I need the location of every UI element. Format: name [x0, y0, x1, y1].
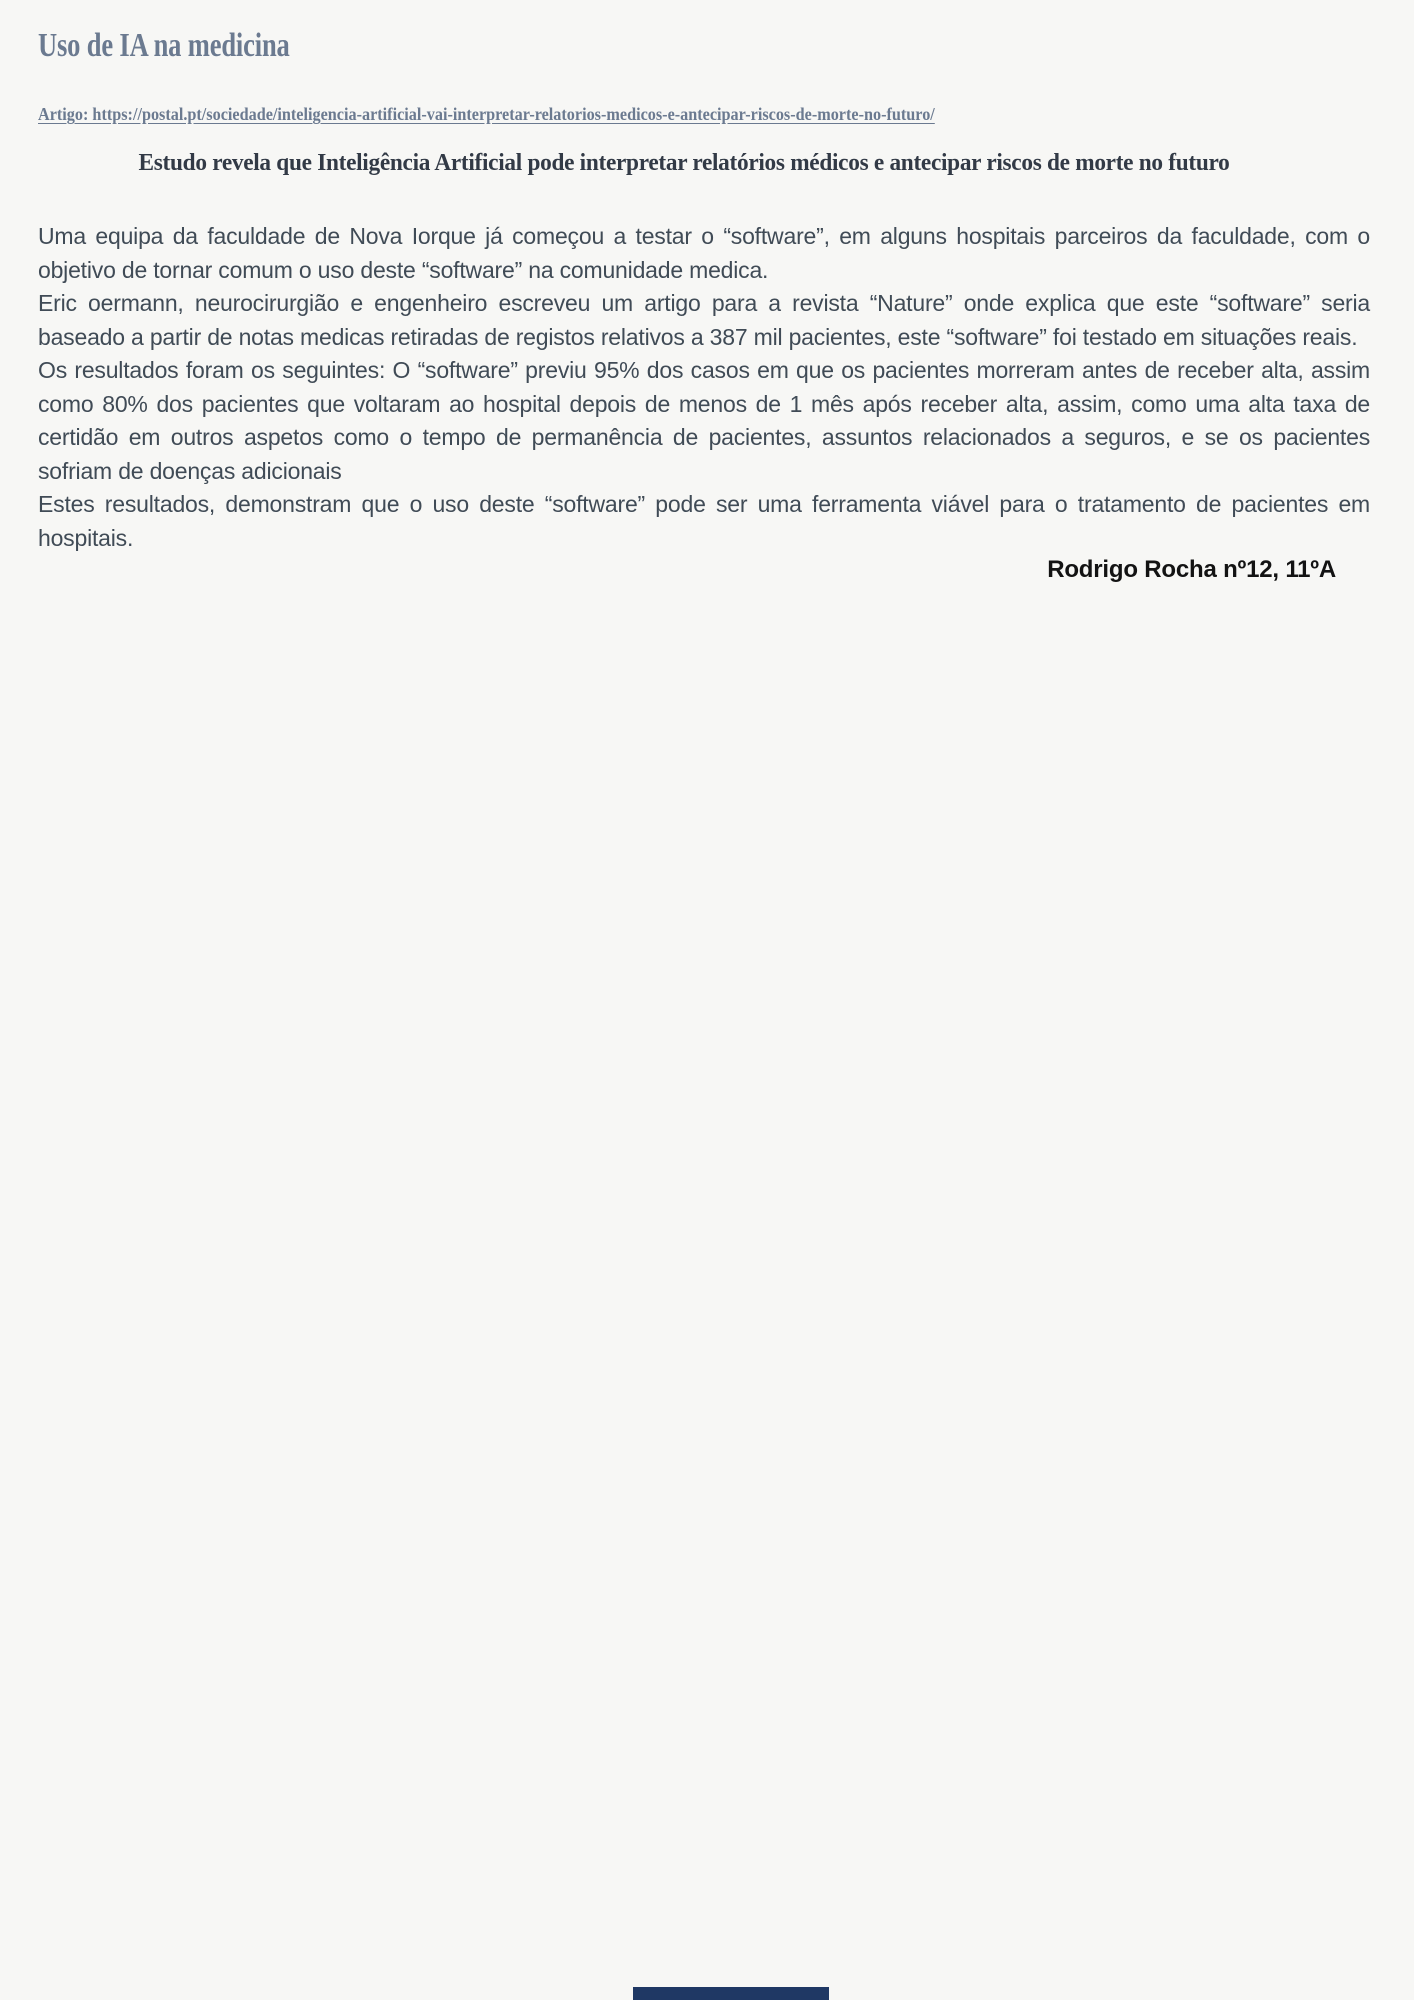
bottom-bar — [633, 1987, 829, 2000]
article-headline: Estudo revela que Inteligência Artificial pode interpretar relatórios médicos e antecipar riscos de morte no futuro — [138, 150, 1230, 176]
paragraph-4: Estes resultados, demonstram que o uso deste “software” pode ser uma ferramenta viável para o tratamento de pacientes em hospitais. — [38, 491, 1370, 551]
paragraph-3: Os resultados foram os seguintes: O “software” previu 95% dos casos em que os pacientes morreram antes de receber alta, assim como 80% dos pacientes que voltaram ao hospital depois de menos de 1 mês após receber alta, assim, como uma alta taxa de certidão em outros aspetos como o tempo de permanência de pacientes, assuntos relacionados a seguros, e se os pacientes sofriam de doenças adicionais — [38, 357, 1370, 484]
paragraph-2: Eric oermann, neurocirurgião e engenheiro escreveu um artigo para a revista “Nature” onde explica que este “software” seria baseado a partir de notas medicas retiradas de registos relativos a 387 mil pacientes, este “software” foi testado em situações reais. — [38, 290, 1370, 350]
paragraph-1: Uma equipa da faculdade de Nova Iorque já começou a testar o “software”, em alguns hospitais parceiros da faculdade, com o objetivo de tornar comum o uso deste “software” na comunidade medica. — [38, 223, 1370, 283]
author-signature: Rodrigo Rocha nº12, 11ºA — [1047, 556, 1336, 583]
article-body — [38, 220, 1370, 555]
page-title: Uso de IA na medicina — [38, 27, 290, 64]
document-page — [0, 0, 1414, 584]
article-link[interactable]: Artigo: https://postal.pt/sociedade/inteligencia-artificial-vai-interpretar-relatorios-medicos-e-antecipar-riscos-de-morte-no-futuro/ — [38, 104, 935, 124]
